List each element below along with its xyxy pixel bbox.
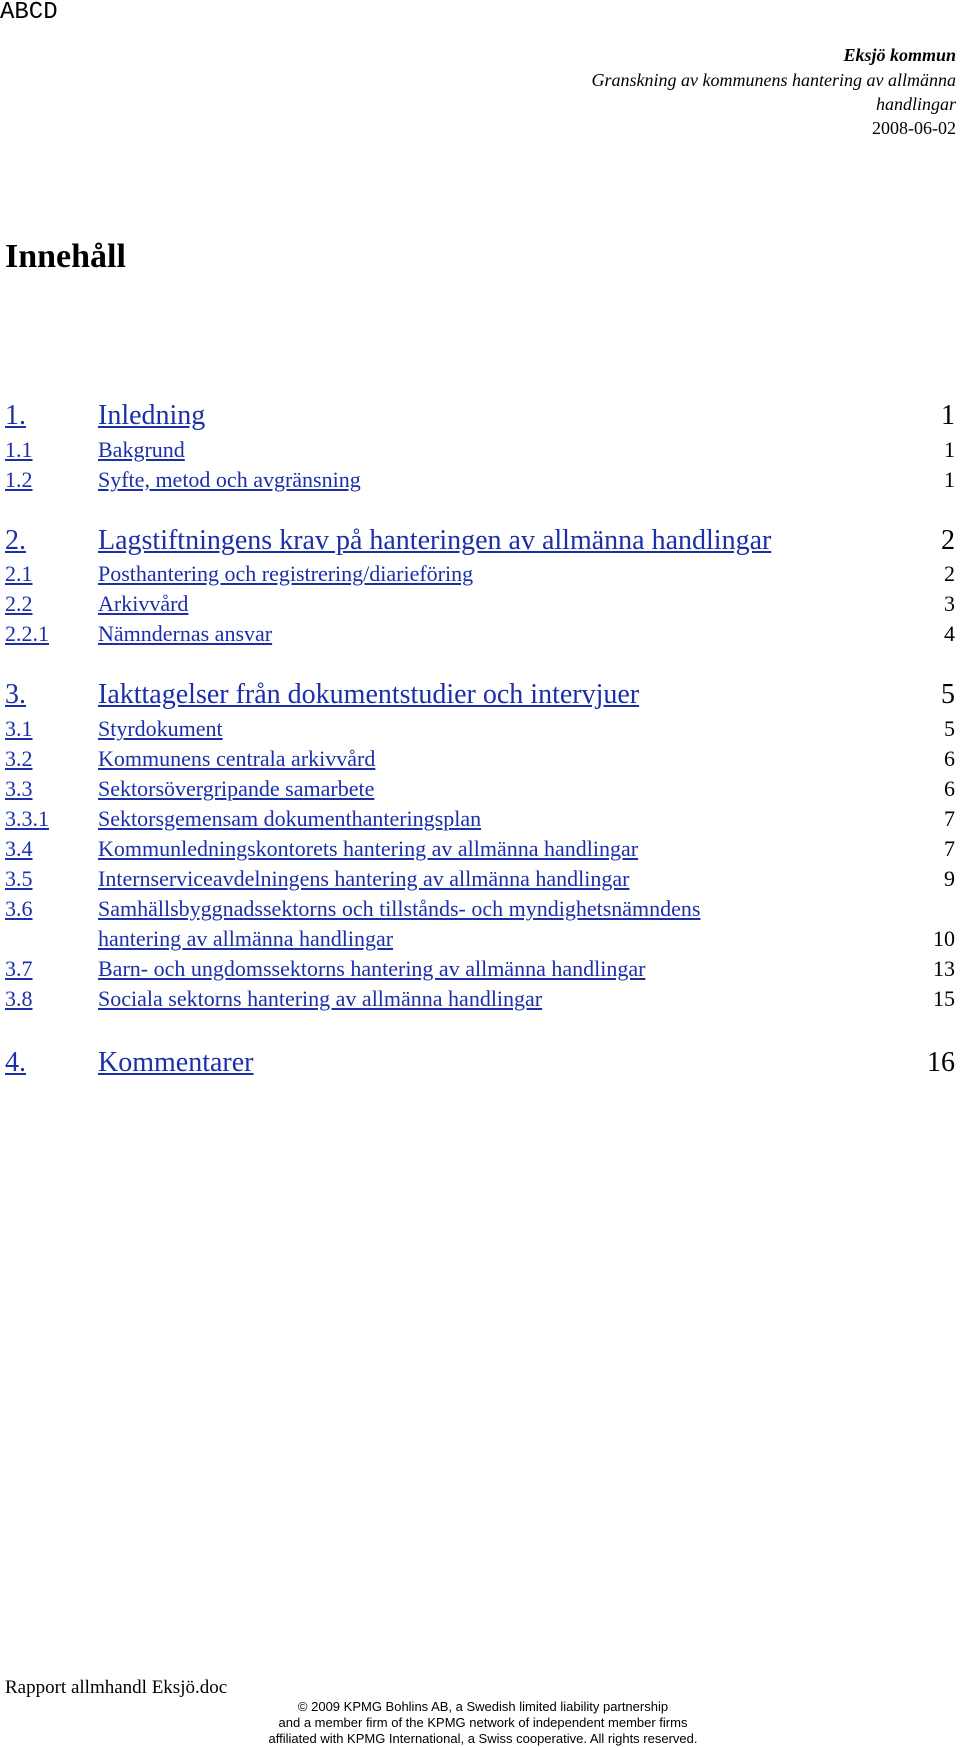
header-company: Eksjö kommun [843,45,956,65]
toc-page: 1 [944,467,955,492]
toc-entry-1[interactable] [5,400,955,430]
toc-link[interactable]: Inledning [98,400,206,431]
toc-page: 1 [944,437,955,462]
toc-entry-4[interactable] [5,1047,955,1077]
toc-number[interactable]: 2.2.1 [5,621,49,646]
toc-entry-2-2[interactable] [5,590,955,620]
toc-page: 5 [944,716,955,741]
toc-number[interactable]: 3.8 [5,986,33,1011]
toc-page: 15 [933,986,955,1011]
toc-page: 5 [941,679,955,710]
toc-number[interactable]: 1.2 [5,467,33,492]
header-subtitle-line2: handlingar [875,94,956,114]
toc-link-continued[interactable]: hantering av allmänna handlingar [98,926,394,951]
toc-entry-2-1[interactable] [5,560,955,590]
footer-copyright [248,1699,718,1747]
toc-number[interactable]: 4. [5,1047,26,1078]
toc-link[interactable]: Arkivvård [98,591,189,616]
toc-entry-3-6[interactable] [5,895,955,955]
toc-link[interactable]: Internserviceavdelningens hantering av allmänna handlingar [98,866,630,891]
toc-link[interactable]: Styrdokument [98,716,223,741]
footer-copyright-line2: and a member firm of the KPMG network of independent member firms [278,1715,688,1730]
toc-page: 1 [941,400,955,431]
toc-link[interactable]: Iakttagelser från dokumentstudier och intervjuer [98,679,640,710]
toc-link[interactable]: Bakgrund [98,437,185,462]
toc-number[interactable]: 3.7 [5,956,33,981]
toc-number[interactable]: 3.5 [5,866,33,891]
toc-entry-2-2-1[interactable] [5,620,955,650]
page-title: Innehåll [5,238,126,275]
toc-number[interactable]: 1.1 [5,437,33,462]
toc-number[interactable]: 3.6 [5,896,33,921]
toc-link[interactable]: Kommunens centrala arkivvård [98,746,376,771]
toc-entry-3-5[interactable] [5,865,955,895]
footer-copyright-line1: © 2009 KPMG Bohlins AB, a Swedish limited liability partnership [297,1699,669,1714]
toc-page: 13 [933,956,955,981]
toc-page: 7 [944,806,955,831]
toc-link[interactable]: Sektorsövergripande samarbete [98,776,375,801]
toc-link[interactable]: Sektorsgemensam dokumenthanteringsplan [98,806,482,831]
toc-number[interactable]: 3.4 [5,836,33,861]
toc-entry-3-1[interactable] [5,715,955,745]
toc-link[interactable]: Kommentarer [98,1047,254,1078]
toc-link[interactable]: Posthantering och registrering/diarieföring [98,561,474,586]
footer-copyright-line3: affiliated with KPMG International, a Swiss cooperative. All rights reserved. [268,1731,698,1746]
toc-link[interactable]: Samhällsbyggnadssektorns och tillstånds- och myndighetsnämndens [98,896,701,921]
toc-page: 7 [944,836,955,861]
toc-number[interactable]: 3.3.1 [5,806,49,831]
toc-entry-3-4[interactable] [5,835,955,865]
toc-page: 6 [944,746,955,771]
toc-entry-3-7[interactable] [5,955,955,985]
toc-number[interactable]: 3.1 [5,716,33,741]
toc-number[interactable]: 2.1 [5,561,33,586]
footer-filename: Rapport allmhandl Eksjö.doc [5,1677,228,1698]
header-subtitle-line1: Granskning av kommunens hantering av allmänna [591,70,956,90]
toc-number[interactable]: 2. [5,525,26,556]
toc-entry-3-3-1[interactable] [5,805,955,835]
toc-entry-3-2[interactable] [5,745,955,775]
toc-page: 6 [944,776,955,801]
toc-page: 10 [933,926,955,951]
toc-entry-3-8[interactable] [5,985,955,1015]
toc-page: 9 [944,866,955,891]
toc-page: 2 [944,561,955,586]
toc-page: 2 [941,525,955,556]
toc-page: 4 [944,621,955,646]
toc-number[interactable]: 3. [5,679,26,710]
toc-link[interactable]: Lagstiftningens krav på hanteringen av allmänna handlingar [98,525,772,556]
toc-link[interactable]: Barn- och ungdomssektorns hantering av allmänna handlingar [98,956,646,981]
toc-link[interactable]: Nämndernas ansvar [98,621,273,646]
toc-entry-3[interactable] [5,679,955,709]
toc-link[interactable]: Syfte, metod och avgränsning [98,467,361,492]
toc-entry-3-3[interactable] [5,775,955,805]
toc-number[interactable]: 1. [5,400,26,431]
toc-number[interactable]: 3.3 [5,776,33,801]
document-tag: ABCD [0,0,58,26]
toc-link[interactable]: Sociala sektorns hantering av allmänna handlingar [98,986,543,1011]
toc-page: 3 [944,591,955,616]
toc-entry-1-2[interactable] [5,466,955,496]
toc-link[interactable]: Kommunledningskontorets hantering av allmänna handlingar [98,836,639,861]
toc-entry-1-1[interactable] [5,436,955,466]
toc-page: 16 [927,1047,955,1078]
header-date: 2008-06-02 [872,118,956,138]
toc-number[interactable]: 2.2 [5,591,33,616]
toc-entry-2[interactable] [5,525,955,555]
toc-number[interactable]: 3.2 [5,746,33,771]
